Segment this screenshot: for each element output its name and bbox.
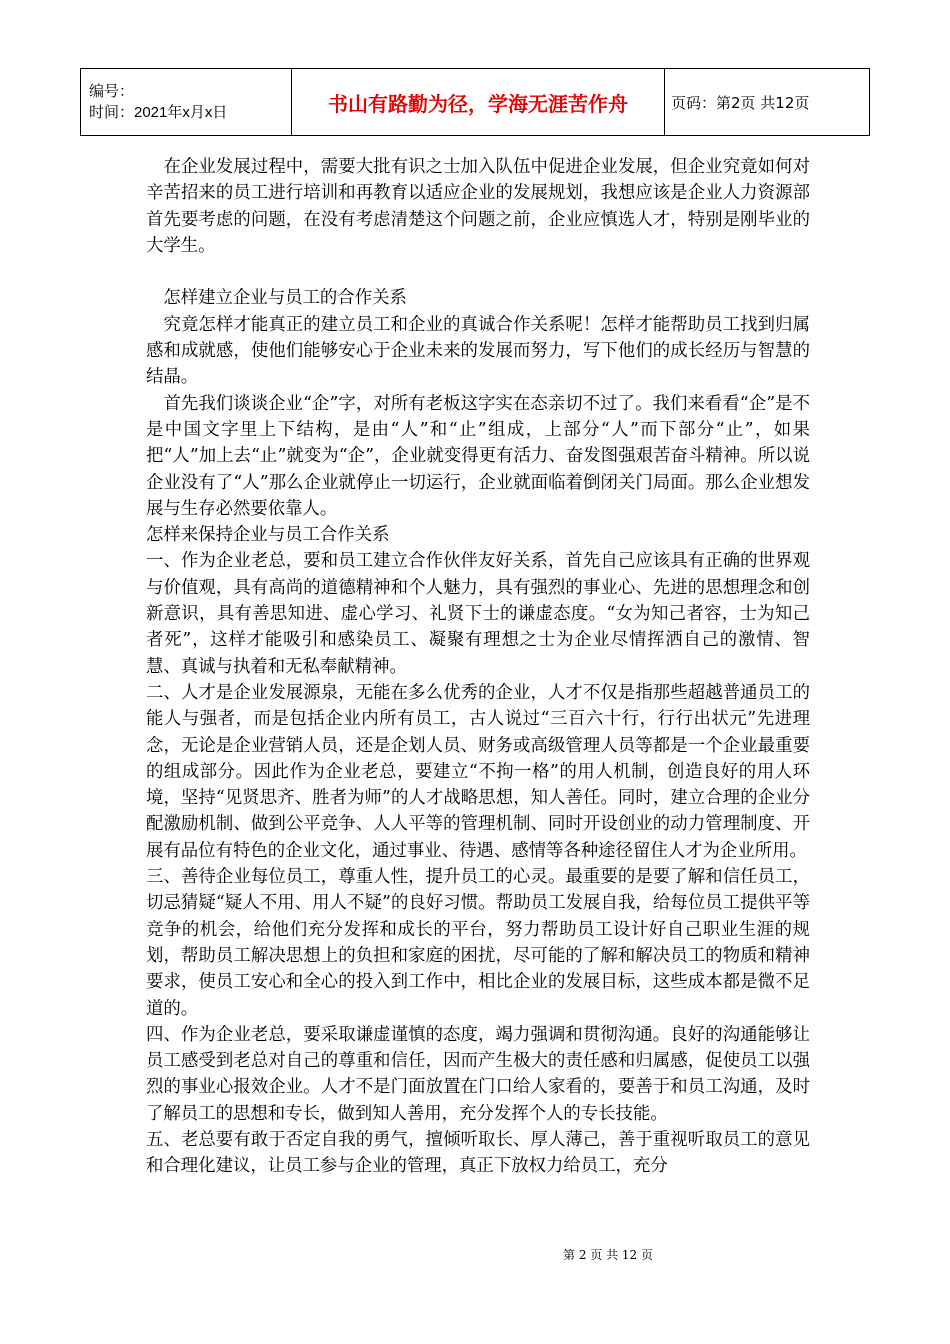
paragraph: 在企业发展过程中，需要大批有识之士加入队伍中促进企业发展，但企业究竟如何对辛苦招来的员工进行培训和再教育以适应企业的发展规划，我想应该是企业人力资源部首先要考虑的问题，在没有考虑清楚这个问题之前，企业应慎选人才，特别是刚毕业的大学生。 (146, 157, 810, 256)
blank-line (146, 259, 810, 285)
paragraph: 首先我们谈谈企业“企”字，对所有老板这字实在态亲切不过了。我们来看看“企”是不是中国文字里上下结构，是由“人”和“止”组成，上部分“人”而下部分“止”，如果把“人”加上去“止”就变为“企”，企业就变得更有活力、奋发图强艰苦奋斗精神。所以说企业没有了“人”那么企业就停止一切运行，企业就面临着倒闭关门局面。那么企业想发展与生存必然要依靠人。 (146, 393, 810, 519)
header-page-info: 页码：第2页 共12页 (665, 69, 870, 136)
section-heading: 怎样建立企业与员工的合作关系 (146, 288, 407, 309)
document-time-label: 时间：2021年x月x日 (89, 104, 228, 121)
document-header (80, 68, 870, 136)
section-heading: 怎样来保持企业与员工合作关系 (146, 525, 390, 546)
document-number-label: 编号： (89, 83, 135, 100)
header-motto: 书山有路勤为径，学海无涯苦作舟 (292, 69, 665, 136)
paragraph: 二、人才是企业发展源泉，无能在多么优秀的企业，人才不仅是指那些超越普通员工的能人与强者，而是包括企业内所有员工，古人说过“三百六十行，行行出状元”先进理念，无论是企业营销人员，还是企划人员、财务或高级管理人员等都是一个企业最重要的组成部分。因此作为企业老总，要建立“不拘一格”的用人机制，创造良好的用人环境，坚持“见贤思齐、胜者为师”的人才战略思想，知人善任。同时，建立合理的企业分配激励机制、做到公平竞争、人人平等的管理机制、同时开设创业的动力管理制度、开展有品位有特色的企业文化，通过事业、待遇、感情等各种途径留住人才为企业所用。 (146, 682, 810, 861)
paragraph: 五、老总要有敢于否定自我的勇气，擅倾听取长、厚人薄己，善于重视听取员工的意见和合理化建议，让员工参与企业的管理，真正下放权力给员工，充分 (146, 1129, 810, 1177)
header-meta-cell (81, 69, 292, 136)
paragraph: 一、作为企业老总，要和员工建立合作伙伴友好关系，首先自己应该具有正确的世界观与价值观，具有高尚的道德精神和个人魅力，具有强烈的事业心、先进的思想理念和创新意识，具有善思知进、虚心学习、礼贤下士的谦虚态度。“女为知己者容，士为知己者死”，这样才能吸引和感染员工、凝聚有理想之士为企业尽情挥洒自己的激情、智慧、真诚与执着和无私奉献精神。 (146, 551, 810, 677)
page-footer: 第 2 页 共 12 页 (563, 1248, 653, 1262)
document-body (146, 154, 810, 1180)
paragraph: 四、作为企业老总，要采取谦虚谨慎的态度，竭力强调和贯彻沟通。良好的沟通能够让员工感受到老总对自己的尊重和信任，因而产生极大的责任感和归属感，促使员工以强烈的事业心报效企业。人才不是门面放置在门口给人家看的，要善于和员工沟通，及时了解员工的思想和专长，做到知人善用，充分发挥个人的专长技能。 (146, 1024, 810, 1124)
paragraph: 三、善待企业每位员工，尊重人性，提升员工的心灵。最重要的是要了解和信任员工，切忌猜疑“疑人不用、用人不疑”的良好习惯。帮助员工发展自我，给每位员工提供平等竞争的机会，给他们充分发挥和成长的平台，努力帮助员工设计好自己职业生涯的规划，帮助员工解决思想上的负担和家庭的困扰，尽可能的了解和解决员工的物质和精神要求，使员工安心和全心的投入到工作中，相比企业的发展目标，这些成本都是微不足道的。 (146, 867, 810, 1019)
paragraph: 究竟怎样才能真正的建立员工和企业的真诚合作关系呢！怎样才能帮助员工找到归属感和成就感，使他们能够安心于企业未来的发展而努力，写下他们的成长经历与智慧的结晶。 (146, 314, 810, 388)
